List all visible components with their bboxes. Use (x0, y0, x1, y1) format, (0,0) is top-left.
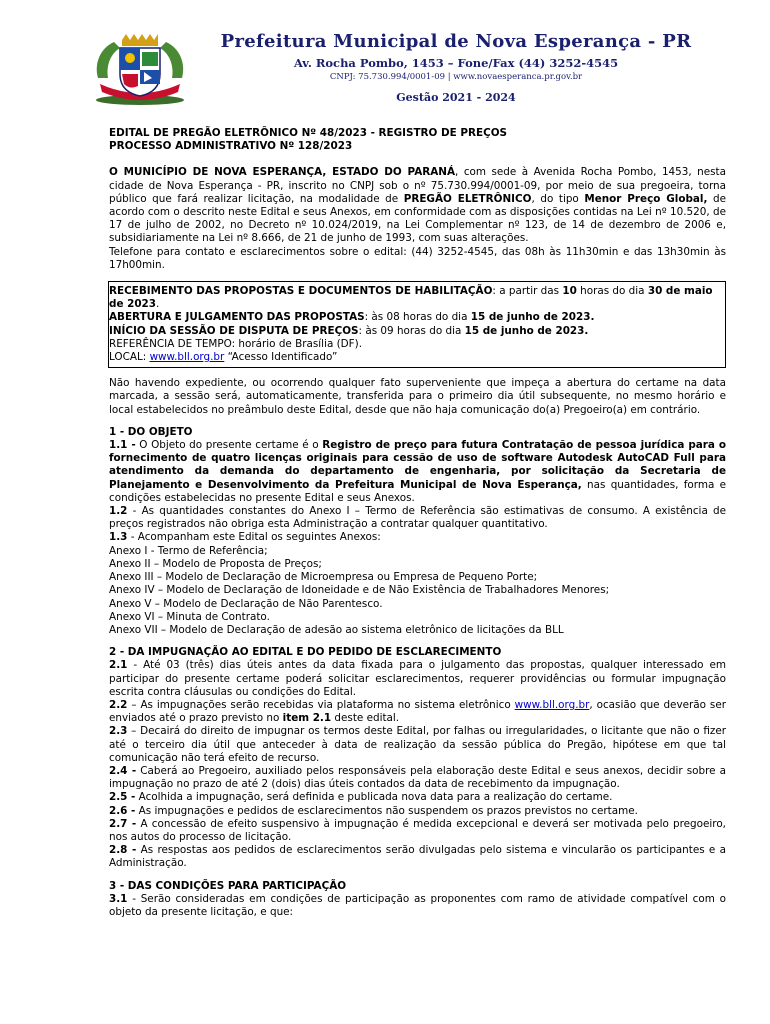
bll-link[interactable]: www.bll.org.br (149, 351, 225, 364)
section-3-title: 3 - DAS CONDIÇÕES PARA PARTICIPAÇÃO (109, 879, 347, 892)
paragraph-2-5: 2.5 - Acolhida a impugnação, será definida e publicada nova data para a realização do certame. (109, 791, 613, 804)
referencia-line: REFERÊNCIA DE TEMPO: horário de Brasília (DF). (109, 337, 363, 350)
paragraph-2-2: 2.2 – As impugnações serão recebidas via plataforma no sistema eletrônico www.bll.org.br, ocasião que deverão ser enviados até o prazo previsto no item 2.1 deste edital. (109, 698, 726, 725)
letterhead-text (192, 30, 720, 105)
paragraph-2-3: 2.3 – Decairá do direito de impugnar os termos deste Edital, por falhas ou irregularidades, o licitante que não o fizer até o terceiro dia útil que anteceder à data de realização da sessão pública do Pregão, hipótese em que tal comunicação não terá efeito de recurso. (109, 725, 726, 764)
address-line: Av. Rocha Pombo, 1453 – Fone/Fax (44) 3252-4545 (293, 56, 619, 70)
bll-link[interactable]: www.bll.org.br (514, 698, 590, 711)
paragraph-1-1: 1.1 - O Objeto do presente certame é o Registro de preço para futura Contratação de pessoa jurídica para o fornecimento de quatro licenças originais para cessão de uso de software Autodesk AutoCAD Full para atendimento da demanda do departamento de engenharia, por solicitação da Secretaria de Planejamento e Desenvolvimento da Prefeitura Municipal de Nova Esperança, nas quantidades, forma e condições estabelecidas no presente Edital e seus Anexos. (109, 439, 727, 504)
expediente-paragraph: Não havendo expediente, ou ocorrendo qualquer fato superveniente que impeça a abertura do certame na data marcada, a sessão será, automaticamente, transferida para o primeiro dia útil subsequente, no mesmo horário e local estabelecidos no preâmbulo deste Edital, desde que não haja comunicação do(a) Pregoeiro(a) em contrário. (109, 377, 726, 416)
inicio-line: INÍCIO DA SESSÃO DE DISPUTA DE PREÇOS: às 09 horas do dia 15 de junho de 2023. (109, 324, 589, 337)
edital-title: EDITAL DE PREGÃO ELETRÔNICO Nº 48/2023 - REGISTRO DE PREÇOS (109, 127, 508, 139)
processo-title: PROCESSO ADMINISTRATIVO Nº 128/2023 (109, 140, 353, 153)
anexo-item: Anexo V – Modelo de Declaração de Não Parentesco. (109, 597, 383, 610)
paragraph-1-3: 1.3 - Acompanham este Edital os seguintes Anexos: (109, 531, 381, 544)
dates-box (108, 281, 726, 368)
paragraph-3-1: 3.1 - Serão consideradas em condições de participação as proponentes com ramo de atividade compatível com o objeto da presente licitação, e que: (109, 892, 726, 918)
anexo-item: Anexo VI – Minuta de Contrato. (109, 610, 270, 623)
paragraph-1-2: 1.2 - As quantidades constantes do Anexo I – Termo de Referência são estimativas de consumo. A existência de preços registrados não obriga esta Administração a contratar qualquer quantitativo. (109, 505, 726, 531)
gestao-line: Gestão 2021 - 2024 (396, 91, 516, 104)
local-line: LOCAL: www.bll.org.br “Acesso Identificado” (109, 351, 338, 364)
recebimento-line: RECEBIMENTO DAS PROPOSTAS E DOCUMENTOS DE HABILITAÇÃO: a partir das 10 horas do dia 30 de maio de 2023. (109, 285, 713, 311)
preamble: O MUNICÍPIO DE NOVA ESPERANÇA, ESTADO DO PARANÁ, com sede à Avenida Rocha Pombo, 1453, nesta cidade de Nova Esperança - PR, inscrito no CNPJ sob o nº 75.730.994/0001-09, por meio de sua pregoeira, torna público que fará realizar licitação, na modalidade de PREGÃO ELETRÔNICO, do tipo Menor Preço Global, de acordo com o descrito neste Edital e seus Anexos, em conformidade com as disposições contidas na Lei nº 10.520, de 17 de julho de 2002, no Decreto nº 10.024/2019, na Lei Complementar nº 123, de 14 de dezembro de 2006 e, subsidiariamente na Lei nº 8.666, de 21 de junho de 1993, com suas alterações. (109, 166, 727, 245)
section-2-title: 2 - DA IMPUGNAÇÃO AO EDITAL E DO PEDIDO DE ESCLARECIMENTO (109, 646, 502, 659)
modalidade: PREGÃO ELETRÔNICO (403, 192, 532, 205)
paragraph-2-1: 2.1 - Até 03 (três) dias úteis antes da data fixada para o julgamento das propostas, qualquer interessado em participar do presente certame poderá solicitar esclarecimentos, requerer providências ou formular impugnação escrita contra cláusulas ou condições do Edital. (109, 659, 726, 698)
municipality-title: Prefeitura Municipal de Nova Esperança - PR (220, 31, 692, 52)
abertura-line: ABERTURA E JULGAMENTO DAS PROPOSTAS: às 08 horas do dia 15 de junho de 2023. (109, 311, 595, 324)
telefone-contato: Telefone para contato e esclarecimentos sobre o edital: (44) 3252-4545, das 08h às 11h30min e das 13h30min às 17h00min. (109, 245, 726, 271)
anexo-item: Anexo IV – Modelo de Declaração de Idoneidade e de Não Existência de Trabalhadores Menores; (109, 584, 610, 597)
coat-of-arms-icon (92, 34, 188, 106)
section-1-title: 1 - DO OBJETO (109, 425, 193, 438)
tipo: Menor Preço Global, (584, 192, 708, 205)
document-body (109, 127, 726, 919)
paragraph-2-8: 2.8 - As respostas aos pedidos de esclarecimentos serão divulgadas pelo sistema e vincularão os participantes e a Administração. (109, 844, 726, 870)
paragraph-2-4: 2.4 - Caberá ao Pregoeiro, auxiliado pelos responsáveis pela elaboração deste Edital e seus anexos, decidir sobre a impugnação no prazo de até 2 (dois) dias úteis contados da data de recebimento da impugnação. (109, 764, 727, 791)
cnpj-line: CNPJ: 75.730.994/0001-09 | www.novaesperanca.pr.gov.br (329, 72, 583, 82)
anexo-item: Anexo II – Modelo de Proposta de Preços; (109, 557, 322, 570)
anexo-item: Anexo I - Termo de Referência; (109, 544, 268, 557)
paragraph-2-7: 2.7 - A concessão de efeito suspensivo à impugnação é medida excepcional e deverá ser motivada pelo pregoeiro, nos autos do processo de licitação. (109, 817, 726, 843)
letterhead (88, 30, 728, 112)
preamble-lead: O MUNICÍPIO DE NOVA ESPERANÇA, ESTADO DO PARANÁ (109, 166, 456, 179)
anexo-item: Anexo VII – Modelo de Declaração de adesão ao sistema eletrônico de licitações da BLL (109, 623, 564, 636)
anexo-item: Anexo III – Modelo de Declaração de Microempresa ou Empresa de Pequeno Porte; (109, 571, 538, 584)
paragraph-2-6: 2.6 - As impugnações e pedidos de esclarecimentos não suspendem os prazos previstos no certame. (109, 804, 638, 817)
